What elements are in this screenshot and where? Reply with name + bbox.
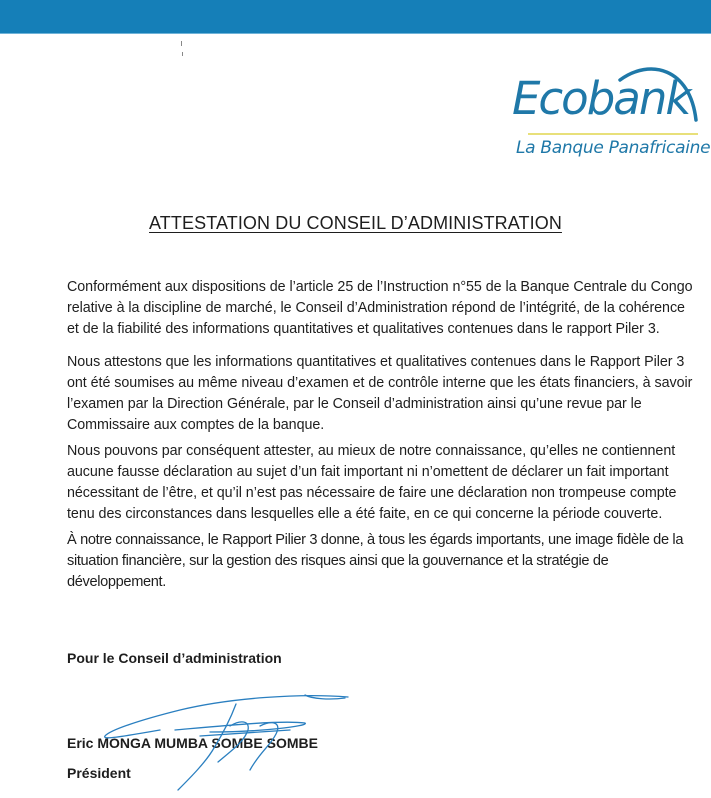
text-line: Conformément aux dispositions de l’article 25 de l’Instruction n°55 de la Banque Centrale du Congo (67, 279, 693, 295)
text-line: situation financière, sur la gestion des risques ainsi que la gouvernance et la stratégie de (67, 553, 609, 569)
text-line: aucune fausse déclaration au sujet d’un fait important ni n’omettent de déclarer un fait important (67, 464, 669, 480)
header-bar (0, 0, 711, 34)
text-line: Commissaire aux comptes de la banque. (67, 417, 325, 433)
text-line: tenu des circonstances dans lesquelles elle a été faite, en ce qui concerne la période couverte. (67, 506, 663, 522)
document-title: ATTESTATION DU CONSEIL D’ADMINISTRATION (149, 213, 562, 233)
signature-heading: Pour le Conseil d’administration (67, 650, 282, 666)
text-line: développement. (67, 574, 166, 590)
signatory-name: Eric MONGA MUMBA SOMBE SOMBE (67, 735, 318, 751)
logo-tagline: La Banque Panafricaine (516, 138, 711, 158)
text-line: Nous attestons que les informations quantitatives et qualitatives contenues dans le Rapport Piler 3 (67, 354, 685, 370)
logo-wordmark: Ecobank (512, 72, 690, 125)
scan-speck (182, 52, 183, 56)
text-line: relative à la discipline de marché, le Conseil d’Administration répond de l’intégrité, de la cohérence (67, 300, 685, 316)
paragraph-1 (67, 277, 693, 340)
text-line: et de la fiabilité des informations quantitatives et qualitatives contenues dans le rapport Piler 3. (67, 321, 660, 337)
text-line: Nous pouvons par conséquent attester, au mieux de notre connaissance, qu’elles ne contiennent (67, 443, 676, 459)
handwritten-signature (100, 690, 360, 798)
text-line: l’examen par la Direction Générale, par le Conseil d’administration ainsi qu’une revue par le (67, 396, 642, 412)
paragraph-3 (67, 441, 687, 525)
paragraph-2 (67, 352, 693, 436)
ecobank-logo (500, 58, 711, 168)
text-line: nécessitant de l’être, et qu’il n’est pas nécessaire de faire une déclaration non trompeuse compte (67, 485, 677, 501)
scan-speck (181, 41, 182, 46)
text-line: À notre connaissance, le Rapport Pilier 3 donne, à tous les égards importants, une image fidèle de la (67, 532, 684, 548)
paragraph-4 (67, 530, 687, 593)
text-line: ont été soumises au même niveau d’examen et de contrôle interne que les états financiers, à savoir (67, 375, 693, 391)
signatory-role: Président (67, 765, 131, 781)
logo-divider (528, 133, 698, 135)
